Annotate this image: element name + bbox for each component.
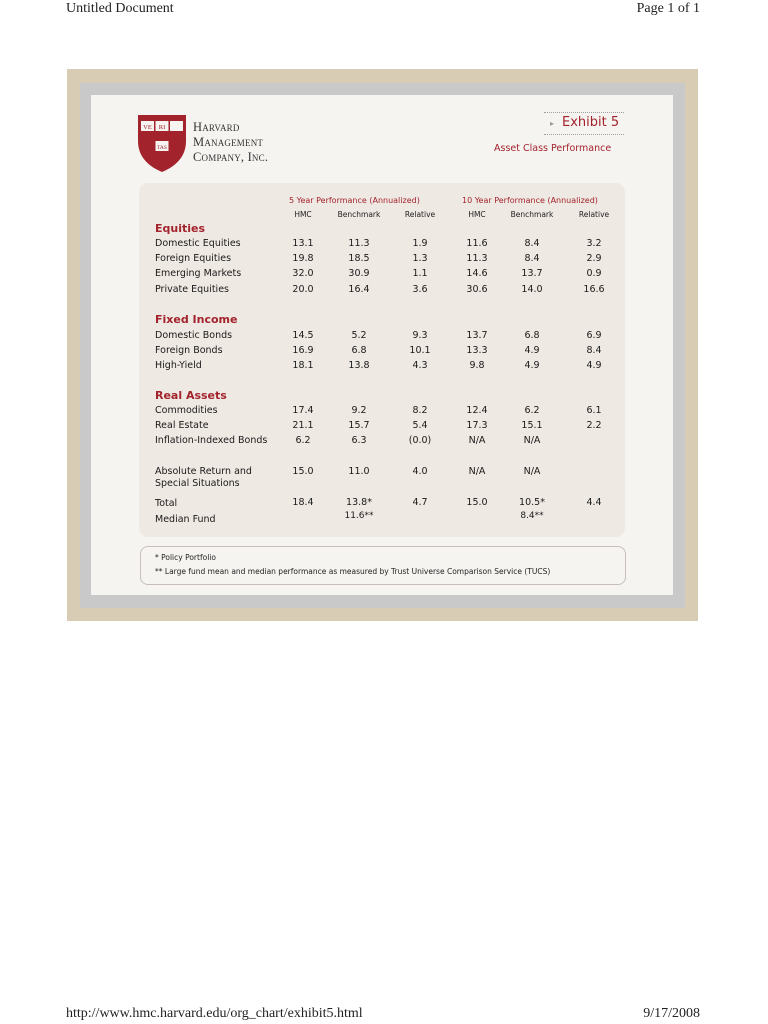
row-label: High-Yield (155, 360, 202, 371)
table-cell: 5.4 (412, 420, 428, 431)
table-cell: 2.9 (586, 253, 602, 264)
exhibit-arrow-icon: ▸ (550, 119, 555, 128)
row-label-total: Total (155, 498, 178, 509)
section-title-real-assets: Real Assets (155, 389, 227, 402)
table-cell: 32.0 (292, 268, 314, 279)
group-header-5-year: 5 Year Performance (Annualized) (289, 196, 420, 205)
note-policy-portfolio: * Policy Portfolio (155, 553, 216, 562)
table-cell: 16.4 (348, 284, 370, 295)
table-cell: 21.1 (292, 420, 314, 431)
table-cell: N/A (468, 466, 486, 477)
table-cell: 8.4 (524, 253, 540, 264)
table-cell: 19.8 (292, 253, 314, 264)
col-header-hmc-10y: HMC (468, 210, 486, 219)
table-cell: 13.7 (521, 268, 543, 279)
col-header-benchmark-5y: Benchmark (337, 210, 381, 219)
table-cell: N/A (523, 466, 541, 477)
table-cell: 10.1 (409, 345, 431, 356)
shield-letters-ve: VE (143, 124, 152, 131)
table-cell: 8.4 (524, 238, 540, 249)
company-name (193, 120, 268, 165)
row-label: Private Equities (155, 284, 229, 295)
table-cell: 18.1 (292, 360, 314, 371)
table-cell: 14.6 (466, 268, 488, 279)
table-cell: 2.2 (586, 420, 602, 431)
table-cell: 9.3 (412, 330, 428, 341)
table-cell: 6.3 (351, 435, 367, 446)
table-cell: 14.0 (521, 284, 543, 295)
note-tucs: ** Large fund mean and median performance as measured by Trust Universe Comparison Service (TUCS) (155, 567, 551, 576)
shield-letters-tas: TAS (157, 145, 167, 151)
table-cell: 15.0 (466, 497, 488, 508)
table-cell: 15.7 (348, 420, 370, 431)
page-number: Page 1 of 1 (636, 1, 700, 16)
table-cell: 8.4 (586, 345, 602, 356)
row-label: Foreign Equities (155, 253, 232, 264)
table-cell: 11.3 (348, 238, 370, 249)
table-cell: 11.6 (466, 238, 488, 249)
table-cell: 16.6 (583, 284, 605, 295)
exhibit-title: Exhibit 5 (562, 115, 620, 130)
table-cell: 15.0 (292, 466, 314, 477)
table-cell: 4.4 (586, 497, 602, 508)
table-cell: 17.4 (292, 405, 314, 416)
table-cell: 20.0 (292, 284, 314, 295)
table-cell: 6.8 (351, 345, 367, 356)
page-date: 9/17/2008 (643, 1006, 700, 1021)
row-label: Domestic Equities (155, 238, 241, 249)
table-cell: 4.7 (412, 497, 428, 508)
page-url: http://www.hmc.harvard.edu/org_chart/exhibit5.html (66, 1006, 363, 1021)
table-cell: 13.7 (466, 330, 488, 341)
section-title-equities: Equities (155, 222, 206, 235)
exhibit-divider-top (544, 112, 624, 113)
company-name-line3: Company, Inc. (193, 150, 269, 164)
table-cell: (0.0) (408, 435, 432, 446)
table-cell: 4.0 (412, 466, 428, 477)
table-cell: 11.0 (348, 466, 370, 477)
table-cell: 11.3 (466, 253, 488, 264)
table-cell: 13.3 (466, 345, 488, 356)
table-cell: 18.4 (292, 497, 314, 508)
company-name-line1: Harvard (193, 120, 240, 134)
table-cell: 15.1 (521, 420, 543, 431)
table-cell: 5.2 (351, 330, 367, 341)
table-cell: 6.8 (524, 330, 540, 341)
table-cell: 11.6** (344, 511, 374, 521)
row-label: Emerging Markets (155, 268, 242, 279)
table-cell: 6.1 (586, 405, 602, 416)
exhibit-divider-bottom (544, 134, 624, 135)
table-cell: 12.4 (466, 405, 488, 416)
col-header-benchmark-10y: Benchmark (510, 210, 554, 219)
row-label: Foreign Bonds (155, 345, 223, 356)
table-cell: 6.2 (524, 405, 540, 416)
table-cell: 13.1 (292, 238, 314, 249)
table-cell: N/A (523, 435, 541, 446)
table-cell: 6.9 (586, 330, 602, 341)
section-title-fixed-income: Fixed Income (155, 313, 238, 326)
row-label: Commodities (155, 405, 218, 416)
table-cell: N/A (468, 435, 486, 446)
table-cell: 4.3 (412, 360, 428, 371)
notes-box (140, 546, 626, 585)
group-header-10-year: 10 Year Performance (Annualized) (462, 196, 598, 205)
table-cell: 30.6 (466, 284, 488, 295)
row-label-absolute-return-line2: Special Situations (155, 478, 240, 489)
table-cell: 8.2 (412, 405, 428, 416)
table-cell: 1.3 (412, 253, 428, 264)
col-header-relative-10y: Relative (578, 210, 610, 219)
table-cell: 4.9 (586, 360, 602, 371)
table-cell: 14.5 (292, 330, 314, 341)
exhibit-subtitle: Asset Class Performance (494, 143, 612, 154)
table-cell: 9.8 (469, 360, 485, 371)
table-cell: 18.5 (348, 253, 370, 264)
shield-letters-ri: RI (158, 124, 166, 131)
table-cell: 0.9 (586, 268, 602, 279)
col-header-hmc-5y: HMC (294, 210, 312, 219)
table-cell: 3.2 (586, 238, 602, 249)
table-cell: 8.4** (520, 511, 544, 521)
table-cell: 30.9 (348, 268, 370, 279)
table-cell: 4.9 (524, 345, 540, 356)
table-cell: 3.6 (412, 284, 428, 295)
table-cell: 9.2 (351, 405, 367, 416)
row-label-median-fund: Median Fund (155, 514, 216, 525)
table-cell: 17.3 (466, 420, 488, 431)
table-cell: 1.9 (412, 238, 428, 249)
company-name-line2: Management (193, 135, 264, 149)
table-cell: 16.9 (292, 345, 314, 356)
row-label: Domestic Bonds (155, 330, 233, 341)
table-cell: 1.1 (412, 268, 428, 279)
table-cell: 13.8 (348, 360, 370, 371)
table-cell: 4.9 (524, 360, 540, 371)
harvard-shield-icon (136, 113, 188, 173)
col-header-relative-5y: Relative (404, 210, 436, 219)
table-cell: 10.5* (519, 497, 545, 508)
row-label-absolute-return-line1: Absolute Return and (155, 466, 252, 477)
row-label: Inflation-Indexed Bonds (155, 435, 268, 446)
table-cell: 13.8* (346, 497, 372, 508)
table-cell: 6.2 (295, 435, 311, 446)
document-title: Untitled Document (66, 1, 174, 16)
row-label: Real Estate (155, 420, 209, 431)
